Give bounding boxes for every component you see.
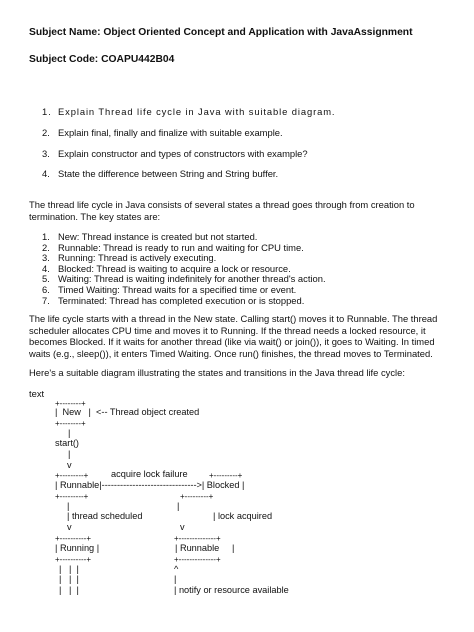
diagram-line: | thread scheduled (67, 511, 143, 521)
lifecycle-paragraph: The life cycle starts with a thread in the New state. Calling start() moves it to Runnable. The thread scheduler allocates CPU time and moves it to Running. If the thread needs a locked resource, it becomes Blocked. If it waits for another thread (like via wait() or join()), it goes to Waiting. In timed waits (e.g., sleep()), it enters Timed Waiting. Once run() finishes, the thread moves to Terminated. (29, 313, 438, 359)
diagram-line: +----------+ (55, 534, 91, 543)
diagram-line: +--------+ (55, 399, 86, 408)
diagram-line: ^ (174, 564, 179, 574)
diagram-line: | Runnable|------------------------------->| Blocked | (55, 480, 245, 490)
diagram-line: v (67, 460, 72, 470)
diagram-line: | (174, 574, 177, 584)
diagram-line: +----------+ (55, 555, 91, 564)
list-text: Runnable: Thread is ready to run and waiting for CPU time. (58, 241, 304, 253)
list-text: Timed Waiting: Thread waits for a specified time or event. (58, 283, 297, 295)
diagram-line: acquire lock failure (111, 469, 188, 479)
question-text: Explain final, finally and finalize with suitable example. (58, 127, 283, 138)
subject-name: Subject Name: Object Oriented Concept and Application with JavaAssignment (29, 27, 413, 38)
question-number: 2. (42, 127, 50, 138)
diagram-line: | (68, 449, 71, 459)
diagram-intro: Here's a suitable diagram illustrating the states and transitions in the Java thread life cycle: (29, 367, 405, 378)
diagram-line: | (177, 501, 180, 511)
diagram-line: +---------+ (55, 471, 89, 480)
list-text: Blocked: Thread is waiting to acquire a lock or resource. (58, 262, 291, 274)
diagram-line: +---------+ (209, 471, 243, 480)
subject-code: Subject Code: COAPU442B04 (29, 54, 175, 65)
diagram-line: v (180, 522, 185, 532)
code-block-label: text (29, 388, 45, 399)
diagram-line: +---------+ (55, 492, 89, 501)
list-text: Terminated: Thread has completed execution or is stopped. (58, 294, 305, 306)
question-number: 3. (42, 148, 50, 159)
question-text: State the difference between String and String buffer. (58, 168, 279, 179)
diagram-line: | | | (59, 564, 79, 574)
diagram-line: start() (55, 438, 79, 448)
question-number: 4. (42, 168, 50, 179)
list-number: 6. (42, 283, 50, 295)
list-number: 3. (42, 252, 50, 264)
question-number: 1. (42, 106, 52, 117)
diagram-line: v (67, 522, 72, 532)
diagram-line: +--------------+ (174, 555, 221, 564)
list-number: 2. (42, 241, 50, 253)
list-number: 4. (42, 262, 50, 274)
list-text: New: Thread instance is created but not started. (58, 231, 258, 242)
intro-paragraph: The thread life cycle in Java consists of several states a thread goes through from creation to termination. The key states are: (29, 199, 415, 222)
diagram-line: +---------+ (180, 492, 214, 501)
diagram-line: | notify or resource available (174, 585, 289, 595)
diagram-line: | (68, 428, 71, 438)
diagram-line: +--------------+ (174, 534, 221, 543)
diagram-line: | New | <-- Thread object created (55, 407, 200, 417)
diagram-line: | Runnable | (175, 543, 235, 553)
question-text: Explain Thread life cycle in Java with suitable diagram. (58, 106, 336, 117)
list-number: 7. (42, 294, 50, 306)
question-text: Explain constructor and types of constructors with example? (58, 148, 308, 159)
diagram-line: | | | (59, 585, 79, 595)
list-text: Running: Thread is actively executing. (58, 252, 217, 264)
diagram-line: | | | (59, 574, 79, 584)
diagram-line: +--------+ (55, 419, 86, 428)
diagram-line: | (67, 501, 70, 511)
list-number: 5. (42, 273, 50, 285)
diagram-line: | lock acquired (213, 511, 273, 521)
list-number: 1. (42, 231, 50, 242)
list-text: Waiting: Thread is waiting indefinitely for another thread's action. (58, 273, 326, 285)
diagram-line: | Running | (55, 543, 100, 553)
